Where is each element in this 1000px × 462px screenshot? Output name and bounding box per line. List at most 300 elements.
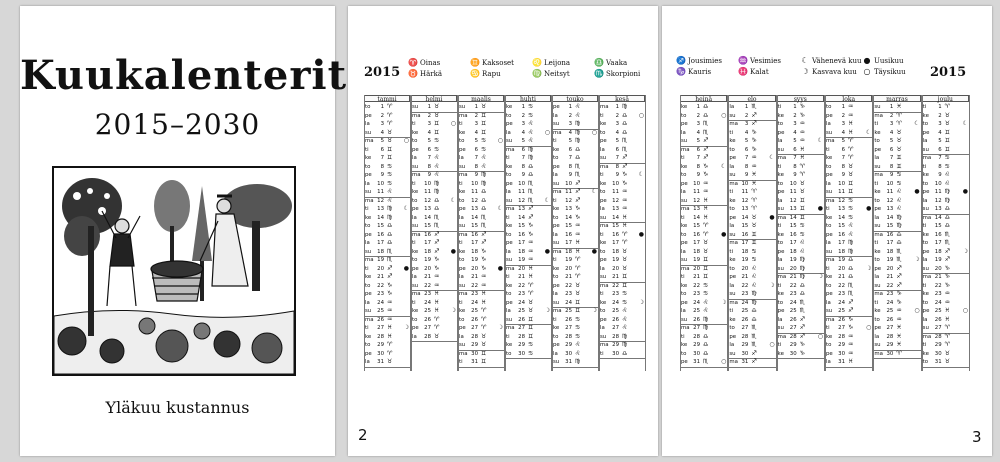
- day-number: 17: [693, 240, 700, 246]
- zodiac-icon: ♏: [481, 222, 487, 229]
- day-number: 29: [471, 342, 478, 348]
- zodiac-moon-legend: [676, 52, 931, 88]
- day-row: [364, 307, 410, 316]
- day-number: 2: [938, 112, 942, 119]
- day-number: 14: [838, 214, 845, 221]
- weekday: ke: [412, 189, 419, 195]
- weekday: ti: [506, 274, 510, 280]
- zodiac-icon: ♐: [481, 230, 487, 238]
- weekday: su: [777, 146, 784, 153]
- weekday: pe: [681, 299, 688, 306]
- zodiac-icon: ♌: [528, 120, 534, 127]
- day-row: [922, 239, 969, 248]
- day-row: [873, 197, 920, 206]
- day-number: 4: [938, 129, 942, 136]
- day-row: [825, 358, 872, 367]
- weekday: su: [506, 138, 513, 144]
- month-column: [552, 95, 598, 371]
- day-number: 26: [886, 316, 894, 323]
- zodiac-icon: ♉: [622, 256, 628, 263]
- zodiac-icon: ♐: [387, 273, 393, 280]
- day-number: 7: [568, 155, 572, 161]
- month-end-line: [552, 367, 598, 368]
- day-row: [364, 120, 410, 129]
- day-row: [873, 265, 920, 274]
- calendar-page-2: [348, 6, 658, 456]
- zodiac-icon: ♉: [848, 162, 854, 170]
- legend-label: Neitsyt: [544, 70, 570, 78]
- zodiac-icon: ♉: [751, 222, 757, 229]
- day-number: 20: [886, 265, 894, 272]
- zodiac-icon: ♌: [622, 315, 628, 323]
- zodiac-icon: ♏: [944, 230, 951, 238]
- weekday: su: [681, 138, 688, 144]
- weekday: ti: [922, 342, 927, 348]
- day-row: [505, 324, 551, 333]
- zodiac-icon: ♏: [481, 213, 487, 221]
- day-number: 1: [889, 104, 894, 110]
- day-row: [728, 273, 775, 282]
- day-number: 28: [377, 333, 384, 340]
- day-number: 1: [427, 104, 431, 110]
- day-number: 10: [693, 180, 700, 187]
- day-number: 2: [744, 112, 749, 119]
- day-number: 18: [886, 248, 894, 255]
- zodiac-icon: ♊: [848, 179, 854, 187]
- legend-symbol-icon: ♓: [738, 67, 748, 76]
- day-row: [680, 256, 727, 265]
- day-row: [458, 214, 504, 223]
- day-row: [728, 316, 775, 325]
- zodiac-icon: ♊: [481, 358, 487, 365]
- month-header: marras: [873, 95, 920, 102]
- weekday: to: [600, 189, 606, 195]
- zodiac-icon: ♍: [751, 298, 757, 306]
- day-number: 5: [427, 138, 431, 144]
- weekday: ke: [412, 248, 419, 255]
- weekday: pe: [922, 248, 930, 255]
- day-number: 26: [934, 316, 942, 323]
- zodiac-icon: ♒: [528, 247, 534, 255]
- column-divider: [645, 95, 646, 371]
- day-row: [505, 341, 551, 350]
- weekday: to: [506, 112, 512, 119]
- zodiac-icon: ♒: [896, 307, 902, 314]
- day-number: 21: [377, 274, 384, 280]
- day-row: [680, 316, 727, 325]
- weekday: la: [826, 180, 831, 187]
- day-row: [364, 231, 410, 240]
- zodiac-icon: ♋: [896, 171, 902, 178]
- day-number: 21: [789, 274, 797, 280]
- day-number: 23: [471, 291, 478, 297]
- zodiac-icon: ♈: [751, 188, 757, 195]
- day-row: [873, 299, 920, 308]
- weekday: la: [365, 180, 370, 187]
- weekday: ma: [681, 206, 690, 212]
- day-row: [680, 222, 727, 231]
- moon-phase-icon: ☽: [914, 256, 920, 263]
- day-row: [922, 154, 969, 163]
- day-number: 24: [424, 299, 431, 306]
- day-row: [922, 248, 969, 257]
- moon-phase-icon: ●: [544, 247, 550, 255]
- weekday: to: [600, 129, 606, 136]
- zodiac-icon: ♍: [848, 239, 854, 246]
- day-number: 22: [741, 282, 749, 289]
- day-row: [505, 231, 551, 240]
- zodiac-icon: ♈: [703, 230, 709, 238]
- legend-item: [470, 58, 514, 68]
- day-number: 23: [518, 291, 525, 297]
- day-row: [552, 222, 598, 231]
- day-row: [505, 180, 551, 189]
- weekday: ti: [412, 180, 416, 187]
- day-number: 4: [793, 129, 797, 136]
- weekday: to: [826, 104, 832, 110]
- weekday: ke: [365, 155, 372, 161]
- moon-phase-icon: ○: [962, 307, 968, 314]
- day-number: 16: [377, 231, 384, 238]
- zodiac-icon: ♈: [703, 222, 709, 229]
- day-number: 9: [380, 172, 384, 178]
- zodiac-icon: ♒: [387, 315, 393, 323]
- month-header: huhti: [505, 95, 551, 102]
- weekday: pe: [600, 257, 607, 263]
- day-number: 6: [427, 146, 431, 153]
- zodiac-icon: ♑: [799, 341, 806, 348]
- day-number: 1: [696, 104, 700, 110]
- weekday: ti: [600, 231, 604, 238]
- weekday: la: [874, 155, 880, 161]
- day-row: [364, 282, 410, 291]
- day-row: [552, 146, 598, 155]
- month-header: tammi: [364, 95, 410, 102]
- day-number: 29: [741, 342, 749, 348]
- weekday: ma: [826, 257, 835, 263]
- weekday: ma: [459, 291, 468, 297]
- day-number: 4: [474, 129, 478, 136]
- weekday: la: [506, 248, 511, 255]
- day-row: [873, 137, 920, 146]
- day-row: [825, 316, 872, 325]
- day-number: 25: [518, 308, 525, 314]
- zodiac-icon: ♐: [799, 315, 806, 323]
- day-number: 22: [377, 282, 384, 289]
- zodiac-icon: ♉: [528, 298, 534, 306]
- moon-phase-icon: ☾: [403, 205, 409, 212]
- page-number: 2: [358, 426, 368, 444]
- day-number: 7: [841, 155, 845, 161]
- day-row: [922, 163, 969, 172]
- day-number: 14: [424, 214, 431, 221]
- day-number: 28: [518, 333, 525, 340]
- zodiac-icon: ♒: [622, 188, 628, 195]
- day-row: [873, 231, 920, 240]
- day-number: 12: [471, 197, 478, 204]
- weekday: la: [365, 240, 370, 246]
- day-number: 20: [377, 265, 384, 272]
- weekday: ti: [826, 265, 830, 272]
- weekday: ma: [459, 112, 468, 119]
- zodiac-icon: ♒: [622, 196, 628, 204]
- day-number: 18: [565, 248, 572, 255]
- day-row: [922, 112, 969, 121]
- weekday: su: [874, 342, 881, 348]
- day-row: [728, 163, 775, 172]
- day-row: [728, 350, 775, 359]
- weekday: pe: [600, 138, 607, 144]
- weekday: ma: [777, 274, 787, 280]
- day-number: 25: [612, 308, 619, 314]
- weekday: ke: [874, 308, 881, 314]
- weekday: ti: [777, 342, 782, 348]
- day-row: [873, 290, 920, 299]
- zodiac-icon: ♈: [387, 103, 393, 110]
- day-number: 27: [741, 325, 749, 331]
- zodiac-icon: ♏: [622, 137, 628, 144]
- day-row: [552, 248, 598, 257]
- zodiac-icon: ♈: [944, 332, 951, 340]
- weekday: pe: [777, 129, 785, 136]
- legend-label: Täysikuu: [874, 68, 906, 76]
- day-row: [680, 163, 727, 172]
- day-row: [505, 307, 551, 316]
- day-row: [728, 290, 775, 299]
- day-number: 31: [741, 359, 749, 365]
- day-number: 14: [565, 214, 572, 221]
- day-row: [728, 248, 775, 257]
- zodiac-icon: ♊: [896, 162, 902, 170]
- zodiac-icon: ♈: [575, 264, 581, 272]
- day-number: 10: [612, 180, 619, 187]
- weekday: su: [777, 265, 784, 272]
- day-row: [680, 273, 727, 282]
- weekday: la: [412, 214, 417, 221]
- day-number: 6: [380, 146, 384, 153]
- legend-item: [738, 56, 781, 66]
- day-row: [680, 112, 727, 121]
- legend-symbol-icon: ♋: [470, 69, 480, 78]
- day-number: 17: [741, 240, 749, 246]
- day-number: 19: [518, 257, 525, 263]
- day-number: 6: [793, 146, 797, 153]
- weekday: pe: [874, 146, 882, 153]
- month-header: touko: [552, 95, 598, 102]
- weekday: ke: [922, 291, 929, 297]
- day-row: [777, 290, 824, 299]
- day-number: 4: [696, 129, 700, 136]
- zodiac-icon: ♋: [751, 256, 757, 263]
- day-row: [777, 350, 824, 359]
- weekday: la: [459, 214, 464, 221]
- weekday: ma: [412, 112, 421, 119]
- zodiac-icon: ♉: [622, 264, 628, 272]
- weekday: to: [553, 333, 559, 340]
- moon-phase-icon: ○: [403, 137, 409, 144]
- day-number: 16: [934, 231, 942, 238]
- weekday: ma: [506, 265, 515, 272]
- day-number: 18: [934, 248, 942, 255]
- day-row: [505, 171, 551, 180]
- day-number: 3: [744, 121, 749, 127]
- weekday: ma: [874, 291, 883, 297]
- legend-item: [738, 67, 769, 77]
- day-number: 16: [518, 231, 525, 238]
- zodiac-icon: ♎: [896, 230, 902, 238]
- zodiac-icon: ♋: [434, 145, 440, 153]
- day-row: [458, 358, 504, 367]
- day-number: 15: [838, 223, 845, 229]
- zodiac-icon: ♎: [387, 239, 393, 246]
- zodiac-icon: ♑: [799, 349, 806, 357]
- weekday: ma: [600, 104, 609, 110]
- day-row: [825, 231, 872, 240]
- day-number: 11: [518, 189, 525, 195]
- weekday: pe: [365, 112, 372, 119]
- day-row: [599, 214, 645, 223]
- day-row: [364, 154, 410, 163]
- weekday: ma: [729, 299, 738, 306]
- weekday: pe: [506, 180, 513, 187]
- moon-phase-icon: ☾: [638, 171, 644, 178]
- zodiac-icon: ♋: [528, 349, 534, 357]
- legend-item: [532, 58, 570, 68]
- weekday: ti: [826, 325, 830, 331]
- day-number: 23: [693, 291, 700, 297]
- weekday: pe: [826, 172, 833, 178]
- zodiac-icon: ♓: [387, 324, 393, 331]
- moon-phase-icon: ☽: [403, 324, 409, 331]
- day-row: [552, 324, 598, 333]
- weekday: su: [777, 206, 784, 212]
- day-number: 5: [380, 138, 384, 144]
- zodiac-icon: ♎: [703, 111, 709, 119]
- zodiac-icon: ♎: [481, 196, 487, 204]
- zodiac-icon: ♋: [848, 213, 854, 221]
- day-row: [873, 163, 920, 172]
- day-row: [922, 282, 969, 291]
- zodiac-icon: ♎: [622, 349, 628, 357]
- weekday: ke: [506, 163, 513, 170]
- day-row: [552, 299, 598, 308]
- moon-phase-icon: ●: [450, 247, 456, 255]
- day-number: 10: [565, 180, 572, 187]
- zodiac-icon: ♒: [575, 222, 581, 229]
- moon-phase-icon: ●: [866, 205, 872, 212]
- weekday: ti: [874, 299, 878, 306]
- weekday: pe: [681, 359, 688, 365]
- zodiac-icon: ♉: [944, 111, 951, 119]
- day-row: [777, 282, 824, 291]
- moon-phase-icon: ☾: [914, 120, 920, 127]
- day-number: 13: [741, 206, 749, 212]
- weekday: la: [412, 274, 417, 280]
- zodiac-icon: ♐: [944, 256, 951, 263]
- weekday: su: [777, 325, 784, 331]
- day-row: [825, 256, 872, 265]
- zodiac-icon: ♒: [799, 137, 806, 144]
- day-row: [505, 239, 551, 248]
- day-row: [411, 137, 457, 146]
- zodiac-icon: ♌: [703, 298, 709, 306]
- day-number: 16: [886, 231, 894, 238]
- day-row: [552, 350, 598, 359]
- day-number: 27: [565, 325, 572, 331]
- day-number: 28: [424, 333, 431, 340]
- zodiac-icon: ♏: [703, 120, 709, 127]
- day-row: [505, 146, 551, 155]
- weekday: la: [922, 138, 928, 144]
- day-number: 10: [934, 180, 942, 187]
- weekday: to: [365, 342, 371, 348]
- weekday: ke: [553, 265, 560, 272]
- day-number: 21: [886, 274, 894, 280]
- weekday: to: [826, 282, 832, 289]
- day-row: [680, 171, 727, 180]
- zodiac-icon: ♏: [528, 188, 534, 195]
- weekday: to: [826, 163, 832, 170]
- weekday: la: [922, 197, 928, 204]
- day-number: 1: [841, 104, 845, 110]
- weekday: pe: [777, 308, 785, 314]
- day-number: 30: [886, 350, 894, 357]
- weekday: su: [681, 197, 688, 204]
- zodiac-icon: ♋: [622, 290, 628, 297]
- weekday: pe: [506, 121, 513, 127]
- zodiac-icon: ♍: [481, 179, 487, 187]
- day-row: [505, 333, 551, 342]
- day-number: 18: [741, 248, 749, 255]
- weekday: la: [874, 274, 880, 280]
- weekday: to: [681, 112, 687, 119]
- day-row: [728, 180, 775, 189]
- day-number: 30: [789, 350, 797, 357]
- month-end-line: [411, 341, 457, 342]
- day-row: [922, 358, 969, 367]
- day-row: [825, 307, 872, 316]
- day-row: [825, 112, 872, 121]
- zodiac-icon: ♓: [896, 103, 902, 110]
- day-row: [777, 316, 824, 325]
- zodiac-icon: ♍: [896, 222, 902, 229]
- day-number: 12: [934, 197, 942, 204]
- weekday: pe: [600, 316, 607, 323]
- weekday: pe: [826, 112, 833, 119]
- weekday: ke: [922, 172, 929, 178]
- zodiac-icon: ♊: [799, 213, 806, 221]
- zodiac-icon: ♈: [434, 315, 440, 323]
- day-number: 18: [838, 248, 845, 255]
- zodiac-icon: ♈: [481, 307, 487, 314]
- day-row: [458, 112, 504, 121]
- day-row: [728, 333, 775, 342]
- zodiac-icon: ♈: [896, 349, 902, 357]
- zodiac-icon: ♏: [703, 358, 709, 365]
- day-row: [505, 299, 551, 308]
- weekday: ti: [600, 350, 604, 357]
- day-row: [552, 205, 598, 214]
- weekday: su: [459, 342, 466, 348]
- zodiac-icon: ♌: [387, 196, 393, 204]
- zodiac-icon: ♈: [848, 137, 854, 144]
- day-row: [922, 324, 969, 333]
- zodiac-icon: ♓: [434, 290, 440, 297]
- weekday: la: [777, 257, 783, 263]
- weekday: ti: [922, 223, 927, 229]
- zodiac-icon: ♋: [944, 162, 951, 170]
- zodiac-icon: ♊: [481, 128, 487, 136]
